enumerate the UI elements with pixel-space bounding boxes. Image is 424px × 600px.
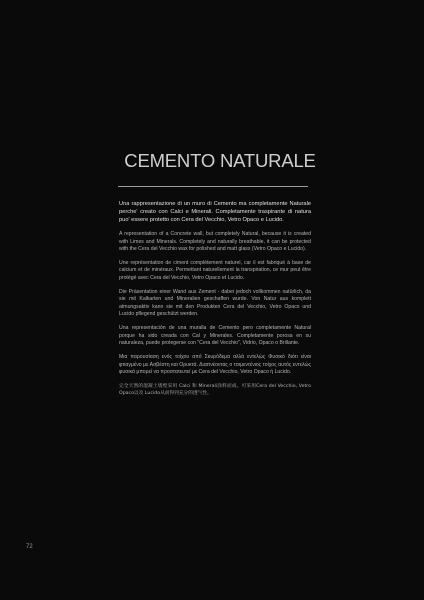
page-number: 72 bbox=[26, 544, 33, 550]
paragraph-greek: Μια παρουσίαση ενός τοίχου από Σκυρόδεμα αλλά εντελώς Φυσικό διότι είναι φτιαγμένο με Ασβέστη και Ορυκτά. Διαπνέοντας ο τσιμεντένιος τοίχος αυτός εντελώς φυσικά μπορεί να προστατευτεί με Cera del Vecchio, Vetro Opaco ή Lucido. bbox=[119, 354, 311, 376]
paragraph-spanish: Una representación de una muralla de Cemento pero completamente Natural porque ha sido creada con Cal y Minerales. Completamente porosa en su naturaleza, puede protegerse con "Cera del Vecchio", Vidrio, Opaco o Brillante. bbox=[119, 325, 311, 347]
paragraph-italian: Una rappresentazione di un muro di Cemento ma completamente Naturale perche' creato con Calci e Minerali. Completamente traspirante di natura puo' essere protetto con Cera del Vecchio, Vetro Opaco e Lucido. bbox=[119, 201, 311, 223]
paragraph-chinese: 完全天然的混凝土墙壁采用 Calci 和 Minerali涂料而成。可采用Cera del Vecchio, Vetro Opaco以及 Lucido从而得到充分的透气性。 bbox=[119, 383, 311, 397]
description-block bbox=[119, 200, 311, 404]
paragraph-french: Une représentation de ciment complètement naturel, car il est fabriqué à base de calcium et de minéraux. Permettant naturellement la transpiration, ce mur peut être protégé avec Cera del Vecchio, Vetro Opaco et Lucido. bbox=[119, 259, 311, 281]
page-title: CEMENTO NATURALE bbox=[124, 150, 316, 171]
paragraph-german: Die Präsentation einer Wand aus Zement - dabei jedoch vollkommen natürlich, da sie mit Kalkarten und Mineralien geschaffen wurde. Von Natur aus komplett atmungsaktiv kann sie mit den Produkten Cera del Vecchio, Vetro Opaco und Lucido pflegend geschützt werden. bbox=[119, 288, 311, 318]
paragraph-english: A representation of a Concrete wall, but completely Natural, because it is created with Limes and Minerals. Completely and naturally breathable, it can be protected with the Cera del Vecchio wax for polished and matt glass (Vetro Opaco e Lucido). bbox=[119, 231, 311, 252]
title-divider bbox=[118, 186, 308, 187]
